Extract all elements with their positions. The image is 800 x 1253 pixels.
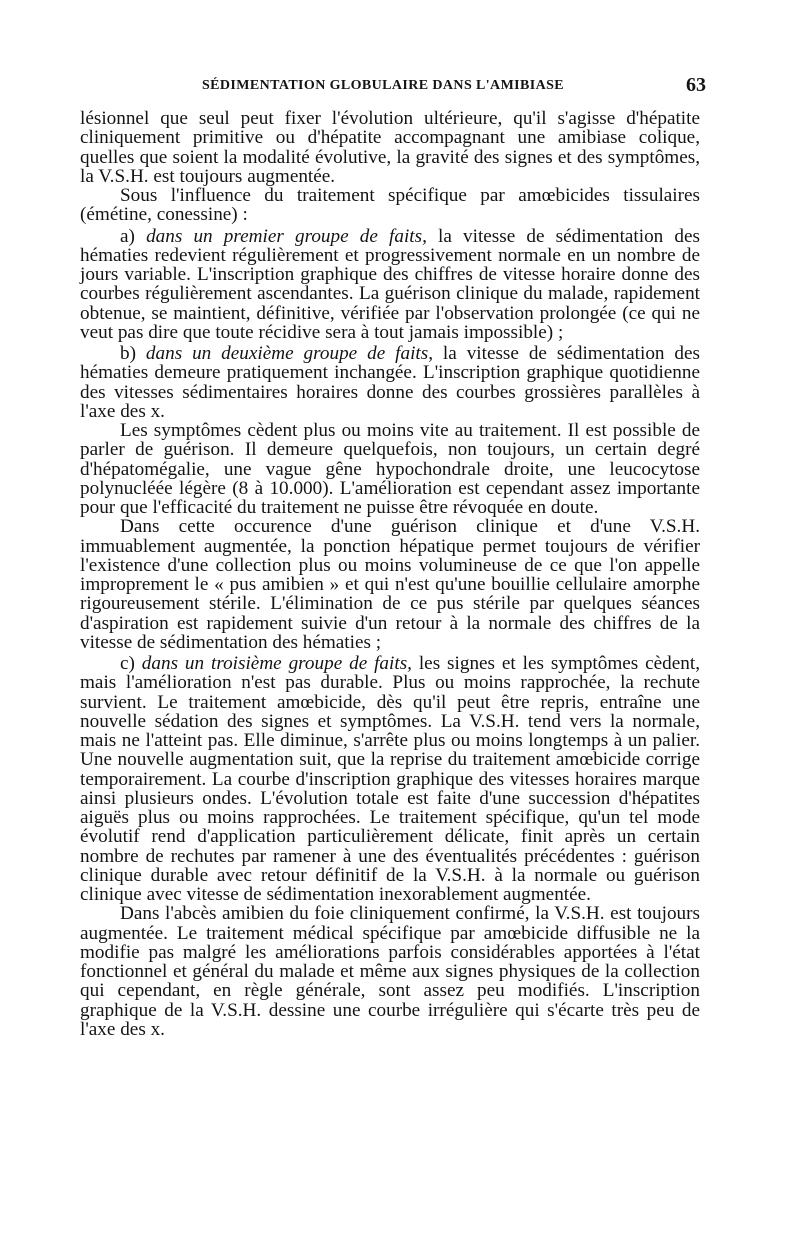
paragraph	[80, 904, 700, 1039]
case-label: c)	[120, 653, 142, 674]
paragraph-case-b	[80, 344, 700, 421]
body-text	[80, 109, 700, 1039]
paragraph-text: Sous l'influence du traitement spécifique par amœbicides tissulaires (émétine, conessine) :	[80, 185, 700, 226]
paragraph-text: Dans l'abcès amibien du foie cliniquement confirmé, la V.S.H. est toujours augmentée. Le traitement médical spécifique par amœbicide diffusible ne la modifie pas malgré les améliorations parfois considérables apportées à l'état fonctionnel et général du malade et même aux signes physiques de la collection qui cependant, en règle générale, sont assez peu modifiés. L'inscription graphique de la V.S.H. dessine une courbe irrégulière qui s'écarte très peu de l'axe des x.	[80, 903, 700, 1040]
case-heading: dans un premier groupe de faits,	[146, 225, 427, 247]
paragraph-text: la vitesse de sédimentation des hématies demeure pratiquement inchangée. L'inscription graphique quotidienne des vitesses sédimentaires horaires donne des courbes grossières parallèles à l'axe des x.	[80, 343, 700, 422]
paragraph	[80, 186, 700, 225]
page-header	[80, 74, 706, 98]
case-heading: dans un deuxième groupe de faits,	[145, 343, 433, 364]
paragraph	[80, 517, 700, 652]
case-label: b)	[120, 343, 146, 364]
paragraph-text: la vitesse de sédimentation des hématies redevient régulièrement et progressivement normale en un nombre de jours variable. L'inscription graphique des chiffres de vitesse horaire donne des courbes régulièrement ascendantes. La guérison clinique du malade, rapidement obtenue, se maintient, définitive, vérifiée par l'observation prolongée (ce qui ne veut pas dire que toute récidive sera à tout jamais impossible) ;	[80, 225, 701, 343]
paragraph-case-c	[80, 654, 700, 904]
paragraph-text: Dans cette occurence d'une guérison clinique et d'une V.S.H. immuablement augmentée, la ponction hépatique permet toujours de vérifier l'existence d'une collection plus ou moins volumineuse de ce que l'on appelle improprement le « pus amibien » et qui n'est qu'une bouillie cellulaire amorphe rigoureusement stérile. L'élimination de ce pus stérile par quelques séances d'aspiration est rapidement suivie d'un retour à la normale des chiffres de la vitesse de sédimentation des hématies ;	[80, 516, 700, 653]
paragraph-case-a	[80, 227, 700, 343]
paragraph-text: les signes et les symptômes cèdent, mais l'amélioration n'est pas durable. Plus ou moins rapprochée, la rechute survient. Le traitement amœbicide, dès qu'il peut être repris, entraîne une nouvelle sédation des signes et symptômes. La V.S.H. tend vers la normale, mais ne l'atteint pas. Elle diminue, s'arrête plus ou moins longtemps à un palier. Une nouvelle augmentation suit, que la reprise du traitement amœbicide corrige temporairement. La courbe d'inscription graphique des vitesses horaires marque ainsi plusieurs ondes. L'évolution totale est faite d'une succession d'hépatites aiguës plus ou moins rapprochées. Le traitement spécifique, qu'un tel mode évolutif rend d'application particulièrement délicate, finit après un certain nombre de rechutes par ramener à une des éventualités précédentes : guérison clinique durable avec retour définitif de la V.S.H. à la normale ou guérison clinique avec vitesse de sédimentation inexorablement augmentée.	[80, 653, 700, 905]
running-title: SÉDIMENTATION GLOBULAIRE DANS L'AMIBIASE	[202, 78, 565, 93]
page-number: 63	[686, 74, 706, 96]
paragraph-text: Les symptômes cèdent plus ou moins vite au traitement. Il est possible de parler de guérison. Il demeure quelquefois, non toujours, un certain degré d'hépatomégalie, une vague gêne hypochondrale droite, une leucocytose polynucléée légère (8 à 10.000). L'amélioration est cependant assez importante pour que l'efficacité du traitement ne puisse être révoquée en doute.	[80, 420, 700, 518]
paragraph	[80, 421, 700, 517]
paragraph-text: lésionnel que seul peut fixer l'évolution ultérieure, qu'il s'agisse d'hépatite cliniquement primitive ou d'hépatite accompagnant une amibiase colique, quelles que soient la modalité évolutive, la gravité des signes et des symptômes, la V.S.H. est toujours augmentée.	[80, 108, 700, 187]
paragraph	[80, 109, 700, 186]
case-heading: dans un troisième groupe de faits,	[141, 653, 412, 674]
case-label: a)	[120, 225, 147, 247]
